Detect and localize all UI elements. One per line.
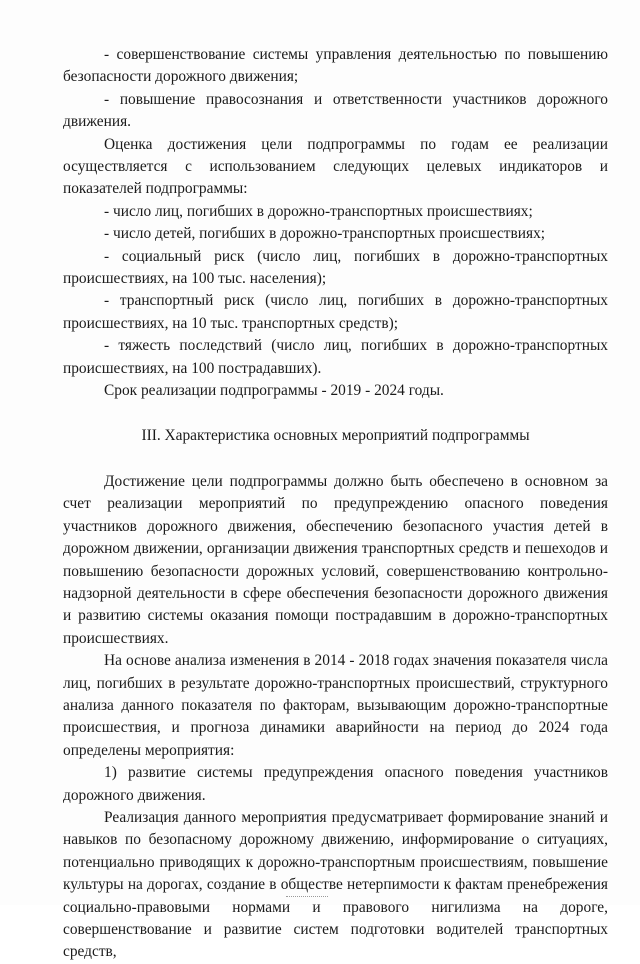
paragraph: На основе анализа изменения в 2014 - 2018 годах значения показателя числа лиц, погибших в результате дорожно-транспортных происшествий, структурного анализа данного показателя по факторам, вызывающим дорожно-транспортные происшествия, и прогноза динамики аварийности на период до 2024 года определены мероприятия: (63, 652, 608, 759)
list-item: 1) развитие системы предупреждения опасного поведения участников дорожного движения. (63, 764, 608, 804)
scan-artifact-mark (286, 896, 328, 901)
list-item: - социальный риск (число лиц, погибших в дорожно-транспортных происшествиях, на 100 тыс. населения); (63, 247, 608, 288)
list-item: - число детей, погибших в дорожно-транспортных происшествиях; (104, 225, 546, 243)
paragraph: Оценка достижения цели подпрограммы по годам ее реализации осуществляется с использованием следующих целевых индикаторов и показателей подпрограммы: (63, 135, 608, 198)
document-body (63, 44, 608, 964)
paragraph: - совершенствование системы управления деятельностью по повышению безопасности дорожного движения; (63, 46, 608, 86)
paragraph: Достижение цели подпрограммы должно быть обеспечено в основном за счет реализации мероприятий по предупреждению опасного поведения участников дорожного движения, обеспечению безопасного участия детей в дорожном движении, организации движения транспортных средств и пешеходов и повышению безопасности дорожных условий, совершенствованию контрольно-надзорной деятельности в сфере обеспечения безопасности дорожного движения и развитию системы оказания помощи пострадавшим в дорожно-транспортных происшествиях. (63, 472, 608, 647)
list-item: - транспортный риск (число лиц, погибших в дорожно-транспортных происшествиях, на 10 тыс. транспортных средств); (63, 292, 608, 332)
paragraph: - повышение правосознания и ответственности участников дорожного движения. (63, 90, 608, 131)
paragraph: Реализация данного мероприятия предусматривает формирование знаний и навыков по безопасному дорожному движению, информирование о ситуациях, потенциально приводящих к дорожно-транспортным происшествиям, повышение культуры на дорогах, создание в обществе нетерпимости к фактам пренебрежения социально-правовыми нормами и правового нигилизма на дороге, совершенствование и развитие систем подготовки водителей транспортных средств, (63, 809, 608, 961)
list-item: - число лиц, погибших в дорожно-транспортных происшествиях; (104, 202, 533, 220)
paragraph: Срок реализации подпрограммы - 2019 - 2024 годы. (104, 382, 444, 400)
section-heading: III. Характеристика основных мероприятий подпрограммы (141, 426, 530, 444)
list-item: - тяжесть последствий (число лиц, погибших в дорожно-транспортных происшествиях, на 100 пострадавших). (63, 337, 608, 377)
